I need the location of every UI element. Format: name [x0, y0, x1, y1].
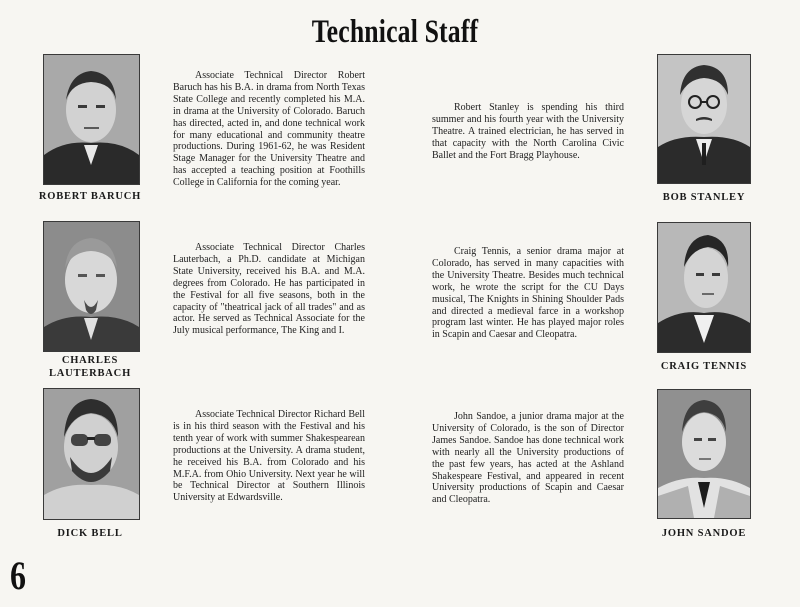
page-number: 6: [10, 553, 26, 598]
caption-john-sandoe: JOHN SANDOE: [661, 528, 747, 539]
bio-john-sandoe: John Sandoe, a junior drama major at the University of Colorado, is the son of Director James Sandoe. Sandoe has done technical work with nearly all the University productions of the past few years, has acted at the Ashland Shakespeare Festival, and appeared in recent University productions of Scapin and Caesar and Cleopatra.: [432, 411, 624, 506]
bio-craig-tennis: Craig Tennis, a senior drama major at Colorado, has served in many capacities with the University Theatre. Besides much technical work, he wrote the script for the CU Days musical, The Knights in Shining Shoulder Pads and directed a medieval farce in a workshop program last winter. He has played major roles in Scapin and Caesar and Cleopatra.: [432, 246, 624, 341]
bio-robert-baruch: Associate Technical Director Robert Baruch has his B.A. in drama from North Texas State College and recently completed his M.A. in drama at the University of Colorado. Baruch has directed, acted in, and done technical work for many educational and community theatre productions. During 1961-62, he was Resident Stage Manager for the University Theatre and has accepted a teaching position at Foothills College in California for the coming year.: [173, 70, 365, 189]
caption-charles-lauterbach-line2: LAUTERBACH: [48, 368, 132, 379]
portrait-craig-tennis: [657, 222, 751, 353]
portrait-robert-baruch: [43, 54, 140, 185]
caption-bob-stanley: BOB STANLEY: [662, 192, 746, 203]
caption-craig-tennis: CRAIG TENNIS: [660, 361, 748, 372]
portrait-john-sandoe: [657, 389, 751, 519]
caption-dick-bell: DICK BELL: [57, 528, 123, 539]
caption-charles-lauterbach: [30, 354, 150, 380]
portrait-bob-stanley: [657, 54, 751, 184]
bio-bob-stanley: Robert Stanley is spending his third summer and his fourth year with the University Theatre. A trained electrician, he has served in that capacity with the North Carolina Civic Ballet and the Fort Bragg Playhouse.: [432, 102, 624, 161]
portrait-dick-bell: [43, 388, 140, 520]
caption-robert-baruch: ROBERT BARUCH: [38, 191, 142, 202]
page-title: Technical Staff: [311, 14, 479, 50]
bio-dick-bell: Associate Technical Director Richard Bell is in his third season with the Festival and his tenth year of work with summer Shakespearean productions at the University. A drama student, he received his B.A. from Colorado and his M.F.A. from Ohio University. Next year he will be Technical Director at Southern Illinois University at Edwardsville.: [173, 409, 365, 504]
caption-charles-lauterbach-line1: CHARLES: [61, 355, 119, 366]
portrait-charles-lauterbach: [43, 221, 140, 352]
bio-charles-lauterbach: Associate Technical Director Charles Lauterbach, a Ph.D. candidate at Michigan State University, received his B.A. and M.A. degrees from Colorado. He has participated in the Festival for all five seasons, both in the capacity of "theatrical jack of all trades" and as actor. He served as Technical Associate for the July musical performance, The King and I.: [173, 242, 365, 337]
